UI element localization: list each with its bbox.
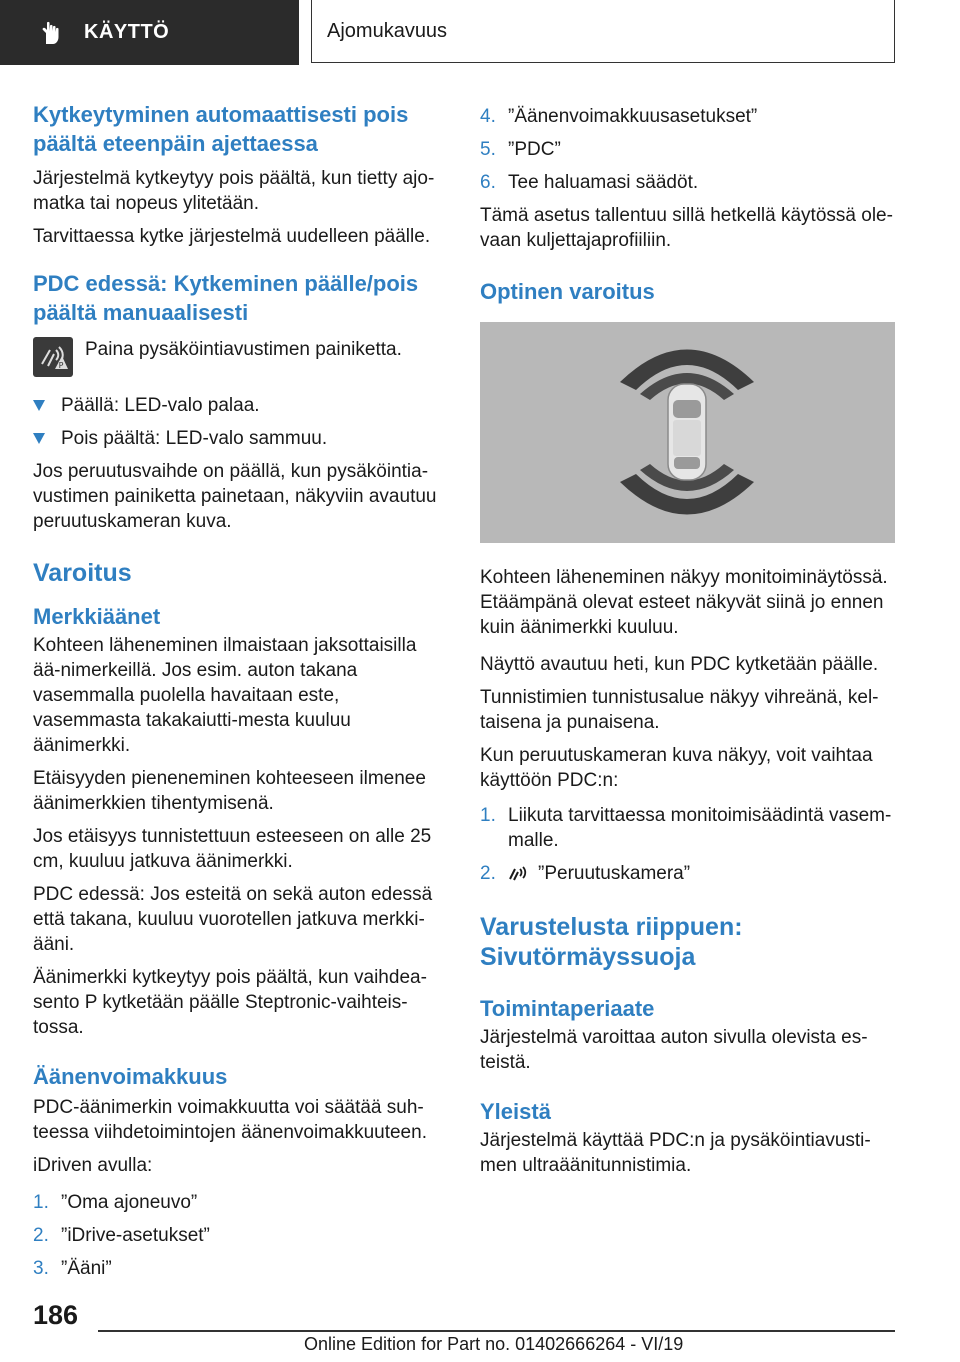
para-switch: Kun peruutuskameran kuva näkyy, voit vaihtaa käyttöön PDC:n: — [480, 745, 873, 791]
chapter-header — [311, 0, 895, 63]
edition-text: Online Edition for Part no. 01402666264 - VI/19 — [304, 1334, 684, 1354]
footer-divider — [98, 1330, 895, 1332]
list-item: 1. ”Oma ajoneuvo” — [33, 1192, 198, 1213]
heading-general: Yleistä — [480, 1099, 551, 1124]
para-colors: Tunnistimien tunnistusalue näkyy vihreänä, kel-taisena ja punaisena. — [480, 687, 879, 733]
pdc-button-icon — [33, 337, 73, 377]
idrive-steps — [33, 1190, 443, 1281]
para-distance: Etäisyyden pieneneminen kohteeseen ilmenee äänimerkkien tihentymisenä. — [33, 768, 426, 814]
left-column — [33, 100, 443, 1281]
list-item: 2. ”iDrive-asetukset” — [33, 1225, 210, 1246]
list-item: 2. ”Peruutuskamera” — [480, 863, 691, 884]
hand-icon — [38, 20, 64, 46]
list-item: 4. ”Äänenvoimakkuusasetukset” — [480, 106, 758, 127]
para-display: Kohteen läheneminen näkyy monitoiminäytössä. Etäämpänä olevat esteet näkyvät siinä jo ennen kuin äänimerkki kuuluu. — [480, 567, 888, 638]
heading-volume: Äänenvoimakkuus — [33, 1064, 228, 1089]
pdc-display-image — [480, 322, 895, 543]
led-status-list — [33, 393, 443, 451]
para-general: Järjestelmä käyttää PDC:n ja pysäköintiavusti-men ultraäänitunnistimia. — [480, 1130, 871, 1176]
para-principle: Järjestelmä varoittaa auton sivulla olevista es-teistä. — [480, 1027, 868, 1073]
heading-auto-off: Kytkeytyminen automaattisesti pois päältä eteenpäin ajettaessa — [33, 102, 409, 156]
svg-text:P: P — [58, 361, 64, 370]
para-auto-off: Järjestelmä kytkeytyy pois päältä, kun tietty ajo-matka tai nopeus ylitetään. — [33, 168, 435, 214]
heading-warning: Varoitus — [33, 559, 132, 587]
parking-assist-icon — [508, 864, 530, 882]
para-display-opens: Näyttö avautuu heti, kun PDC kytketään päälle. — [480, 654, 879, 675]
para-reactivate: Tarvittaessa kytke järjestelmä uudelleen päälle. — [33, 226, 431, 247]
list-item: 1. Liikuta tarvittaessa monitoimisäädintä vasem-malle. — [480, 805, 892, 851]
triangle-bullet-icon — [33, 433, 45, 444]
para-signals: Kohteen läheneminen ilmaistaan jaksottaisilla ää-nimerkeillä. Jos esim. auton takana vasemmalla puolella havaitaan este, vasemmasta takakaiutti-mesta kuuluu äänimerkki. — [33, 635, 417, 756]
para-steptronic: Äänimerkki kytkeytyy pois päältä, kun vaihdea-sento P kytketään päälle Steptronic-vaihteis-tossa. — [33, 967, 427, 1038]
para-profile: Tämä asetus tallentuu sillä hetkellä käytössä ole-vaan kuljettajaprofiiliin. — [480, 205, 893, 251]
idrive-steps-continued — [480, 104, 895, 195]
heading-optical-warning: Optinen varoitus — [480, 279, 655, 304]
list-item: Pois päältä: LED-valo sammuu. — [33, 426, 443, 451]
chapter-title: Ajomukavuus — [327, 19, 448, 42]
heading-signals: Merkkiäänet — [33, 604, 161, 629]
para-volume: PDC-äänimerkin voimakkuutta voi säätää suh-teessa viihdetoimintojen äänenvoimakkuuteen. — [33, 1097, 427, 1143]
section-title: KÄYTTÖ — [84, 21, 170, 43]
para-idrive: iDriven avulla: — [33, 1155, 153, 1176]
icon-instruction-text: Paina pysäköintiavustimen painiketta. — [85, 339, 402, 360]
triangle-bullet-icon — [33, 400, 45, 411]
heading-side-collision: Varustelusta riippuen: Sivutörmäyssuoja — [480, 913, 743, 971]
icon-instruction — [33, 337, 443, 377]
para-continuous: Jos etäisyys tunnistettuun esteeseen on alle 25 cm, kuuluu jatkuva äänimerkki. — [33, 826, 432, 872]
list-item: 3. ”Ääni” — [33, 1258, 112, 1279]
list-item: 5. ”PDC” — [480, 139, 561, 160]
para-front-rear: PDC edessä: Jos esteitä on sekä auton edessä että takana, kuuluu vuorotellen jatkuva merkki-ääni. — [33, 884, 433, 955]
list-item: 6. Tee haluamasi säädöt. — [480, 172, 699, 193]
page-number: 186 — [33, 1300, 79, 1330]
para-reverse-camera: Jos peruutusvaihde on päällä, kun pysäköintia-vustimen painiketta painetaan, näkyviin avautuu peruutuskameran kuva. — [33, 461, 437, 532]
heading-pdc-front: PDC edessä: Kytkeminen päälle/pois päältä manuaalisesti — [33, 271, 419, 325]
switch-steps — [480, 803, 895, 886]
parking-sensor-illustration — [480, 322, 895, 543]
heading-principle: Toimintaperiaate — [480, 996, 655, 1021]
section-tab — [0, 0, 299, 65]
right-column — [480, 100, 895, 1178]
list-item: Päällä: LED-valo palaa. — [33, 393, 443, 418]
